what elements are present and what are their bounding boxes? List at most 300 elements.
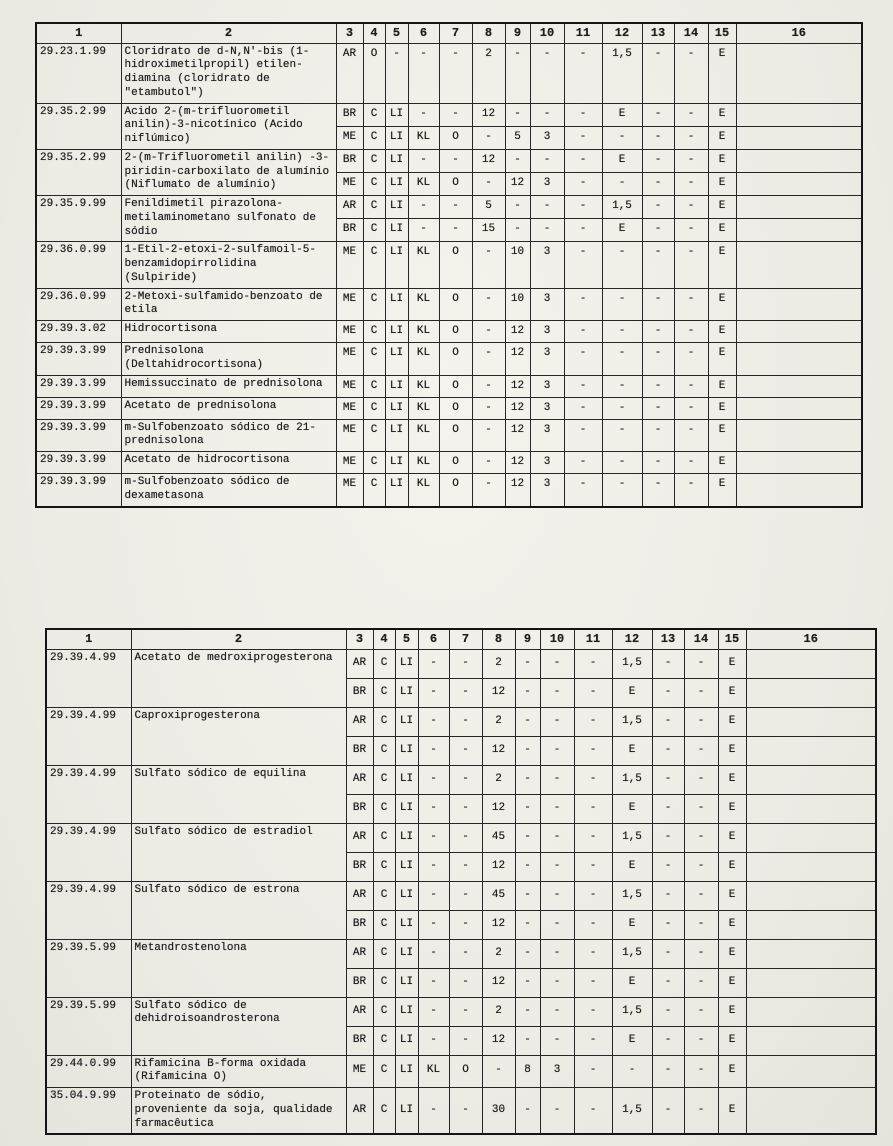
table-row <box>36 452 862 474</box>
value-cell: - <box>674 321 708 343</box>
column-header: 10 <box>540 629 574 649</box>
value-cell: LI <box>385 196 408 219</box>
value-cell: 12 <box>505 474 530 507</box>
value-cell: C <box>373 736 395 765</box>
column-header: 15 <box>708 23 736 43</box>
value-cell: - <box>574 678 612 707</box>
value-cell: E <box>708 126 736 149</box>
column-header: 4 <box>363 23 385 43</box>
code-cell: 29.23.1.99 <box>36 43 121 103</box>
column-header: 9 <box>515 629 540 649</box>
value-cell: ME <box>336 343 363 376</box>
value-cell: ME <box>336 397 363 419</box>
value-cell: LI <box>385 452 408 474</box>
value-cell: C <box>373 1088 395 1135</box>
table-row <box>36 375 862 397</box>
value-cell: LI <box>385 397 408 419</box>
code-cell: 29.39.5.99 <box>46 939 131 997</box>
value-cell: C <box>363 397 385 419</box>
table-row <box>36 43 862 103</box>
value-cell: - <box>472 126 505 149</box>
value-cell: E <box>708 343 736 376</box>
value-cell: - <box>684 1026 718 1055</box>
value-cell: ME <box>336 321 363 343</box>
value-cell: ME <box>336 452 363 474</box>
value-cell: - <box>602 242 642 288</box>
table-row <box>36 343 862 376</box>
value-cell: 12 <box>482 678 515 707</box>
value-cell: KL <box>408 126 439 149</box>
value-cell: C <box>363 375 385 397</box>
column-header: 16 <box>736 23 862 43</box>
value-cell: C <box>373 794 395 823</box>
value-cell: - <box>515 852 540 881</box>
table-row <box>36 242 862 288</box>
value-cell: - <box>674 172 708 195</box>
column-header: 12 <box>612 629 652 649</box>
value-cell: - <box>574 736 612 765</box>
value-cell: 3 <box>530 321 564 343</box>
value-cell: - <box>674 375 708 397</box>
value-cell: 1,5 <box>612 881 652 910</box>
code-cell: 29.39.3.99 <box>36 375 121 397</box>
value-cell: LI <box>395 939 418 968</box>
value-cell: - <box>684 765 718 794</box>
value-cell: - <box>418 794 449 823</box>
value-cell: E <box>612 910 652 939</box>
value-cell: - <box>564 242 602 288</box>
value-cell: O <box>439 375 472 397</box>
value-cell: - <box>408 196 439 219</box>
value-cell: - <box>472 474 505 507</box>
value-cell: 5 <box>472 196 505 219</box>
value-cell: BR <box>336 219 363 242</box>
value-cell: - <box>652 678 684 707</box>
value-cell: - <box>418 736 449 765</box>
value-cell: - <box>540 765 574 794</box>
value-cell: AR <box>346 1088 373 1135</box>
value-cell: - <box>472 172 505 195</box>
value-cell: - <box>564 149 602 172</box>
value-cell: C <box>373 997 395 1026</box>
value-cell: 3 <box>530 397 564 419</box>
value-cell: AR <box>336 196 363 219</box>
value-cell: - <box>574 997 612 1026</box>
value-cell: E <box>708 43 736 103</box>
value-cell: - <box>574 707 612 736</box>
value-cell: BR <box>346 794 373 823</box>
value-cell: E <box>718 765 746 794</box>
value-cell: O <box>363 43 385 103</box>
notes-cell <box>736 288 862 321</box>
value-cell: LI <box>385 149 408 172</box>
value-cell: - <box>449 881 482 910</box>
value-cell: - <box>418 1088 449 1135</box>
value-cell: O <box>439 397 472 419</box>
value-cell: 1,5 <box>602 43 642 103</box>
value-cell: - <box>418 968 449 997</box>
notes-cell <box>736 375 862 397</box>
value-cell: O <box>439 321 472 343</box>
table-row <box>46 823 876 852</box>
value-cell: - <box>472 452 505 474</box>
value-cell: - <box>449 997 482 1026</box>
value-cell: - <box>408 149 439 172</box>
value-cell: KL <box>408 397 439 419</box>
value-cell: ME <box>346 1055 373 1088</box>
value-cell: - <box>652 968 684 997</box>
value-cell: - <box>530 219 564 242</box>
tariff-table-2 <box>45 628 877 1135</box>
notes-cell <box>736 474 862 507</box>
value-cell: - <box>540 736 574 765</box>
value-cell: E <box>718 649 746 678</box>
value-cell: - <box>564 397 602 419</box>
notes-cell <box>746 823 876 852</box>
description-cell: 2-Metoxi-sulfamido-benzoato de etila <box>121 288 336 321</box>
value-cell: 12 <box>505 172 530 195</box>
value-cell: - <box>482 1055 515 1088</box>
value-cell: E <box>718 1055 746 1088</box>
value-cell: 12 <box>482 910 515 939</box>
notes-cell <box>746 939 876 968</box>
value-cell: C <box>363 103 385 126</box>
value-cell: - <box>449 823 482 852</box>
value-cell: - <box>652 997 684 1026</box>
value-cell: - <box>602 452 642 474</box>
value-cell: - <box>530 103 564 126</box>
value-cell: C <box>363 452 385 474</box>
value-cell: E <box>718 1026 746 1055</box>
value-cell: KL <box>408 172 439 195</box>
value-cell: - <box>602 397 642 419</box>
column-header: 6 <box>418 629 449 649</box>
value-cell: - <box>515 1088 540 1135</box>
column-header: 16 <box>746 629 876 649</box>
value-cell: LI <box>385 288 408 321</box>
notes-cell <box>736 321 862 343</box>
value-cell: LI <box>395 910 418 939</box>
value-cell: ME <box>336 375 363 397</box>
value-cell: - <box>684 910 718 939</box>
value-cell: ME <box>336 419 363 452</box>
value-cell: E <box>612 736 652 765</box>
notes-cell <box>746 736 876 765</box>
value-cell: - <box>449 1088 482 1135</box>
value-cell: - <box>602 288 642 321</box>
value-cell: BR <box>346 852 373 881</box>
column-header: 1 <box>36 23 121 43</box>
value-cell: - <box>439 103 472 126</box>
value-cell: - <box>674 397 708 419</box>
value-cell: 12 <box>472 149 505 172</box>
value-cell: O <box>439 172 472 195</box>
value-cell: - <box>449 794 482 823</box>
value-cell: LI <box>395 968 418 997</box>
value-cell: - <box>515 1026 540 1055</box>
value-cell: - <box>612 1055 652 1088</box>
value-cell: - <box>574 881 612 910</box>
notes-cell <box>746 707 876 736</box>
column-header: 9 <box>505 23 530 43</box>
value-cell: E <box>708 242 736 288</box>
value-cell: AR <box>346 765 373 794</box>
value-cell: 3 <box>530 452 564 474</box>
code-cell: 29.36.0.99 <box>36 288 121 321</box>
value-cell: - <box>602 343 642 376</box>
value-cell: BR <box>336 149 363 172</box>
value-cell: - <box>642 288 674 321</box>
table-row <box>36 474 862 507</box>
column-header: 6 <box>408 23 439 43</box>
notes-cell <box>736 242 862 288</box>
value-cell: - <box>602 172 642 195</box>
value-cell: - <box>530 196 564 219</box>
value-cell: AR <box>346 707 373 736</box>
value-cell: - <box>540 852 574 881</box>
value-cell: 3 <box>530 242 564 288</box>
value-cell: C <box>363 172 385 195</box>
description-cell: Acido 2-(m-trifluorometil anilin)-3-nicotínico (Acido niflúmico) <box>121 103 336 149</box>
table-row <box>46 707 876 736</box>
value-cell: - <box>540 910 574 939</box>
value-cell: - <box>515 678 540 707</box>
value-cell: - <box>652 736 684 765</box>
value-cell: KL <box>408 375 439 397</box>
column-header: 3 <box>346 629 373 649</box>
value-cell: AR <box>346 823 373 852</box>
value-cell: C <box>373 939 395 968</box>
value-cell: - <box>574 649 612 678</box>
value-cell: - <box>642 242 674 288</box>
code-cell: 29.39.5.99 <box>46 997 131 1055</box>
value-cell: LI <box>385 126 408 149</box>
value-cell: - <box>472 419 505 452</box>
description-cell: Cloridrato de d-N,N'-bis (1-hidroximetilpropil) etilen-diamina (cloridrato de "etambutol") <box>121 43 336 103</box>
value-cell: 2 <box>482 939 515 968</box>
value-cell: LI <box>385 219 408 242</box>
value-cell: 1,5 <box>612 823 652 852</box>
column-header: 7 <box>449 629 482 649</box>
value-cell: - <box>674 288 708 321</box>
value-cell: - <box>505 196 530 219</box>
value-cell: 3 <box>530 474 564 507</box>
description-cell: Acetato de hidrocortisona <box>121 452 336 474</box>
value-cell: C <box>363 419 385 452</box>
value-cell: 12 <box>482 968 515 997</box>
value-cell: KL <box>408 242 439 288</box>
value-cell: - <box>642 397 674 419</box>
value-cell: - <box>574 1026 612 1055</box>
value-cell: O <box>439 474 472 507</box>
value-cell: - <box>652 939 684 968</box>
value-cell: - <box>674 126 708 149</box>
table-row <box>36 288 862 321</box>
value-cell: - <box>642 126 674 149</box>
value-cell: E <box>708 452 736 474</box>
value-cell: C <box>363 288 385 321</box>
value-cell: - <box>652 649 684 678</box>
value-cell: - <box>408 43 439 103</box>
value-cell: O <box>439 452 472 474</box>
description-cell: Caproxiprogesterona <box>131 707 346 765</box>
value-cell: - <box>574 939 612 968</box>
table-row <box>46 765 876 794</box>
tariff-table-1 <box>35 22 863 508</box>
value-cell: - <box>449 939 482 968</box>
value-cell: - <box>652 794 684 823</box>
value-cell: 12 <box>482 852 515 881</box>
value-cell: - <box>515 910 540 939</box>
value-cell: LI <box>395 1026 418 1055</box>
value-cell: E <box>718 997 746 1026</box>
value-cell: - <box>602 474 642 507</box>
value-cell: E <box>602 219 642 242</box>
value-cell: - <box>540 881 574 910</box>
value-cell: C <box>363 196 385 219</box>
value-cell: - <box>564 321 602 343</box>
value-cell: - <box>642 43 674 103</box>
value-cell: 1,5 <box>612 939 652 968</box>
column-header: 14 <box>674 23 708 43</box>
value-cell: 12 <box>505 375 530 397</box>
value-cell: - <box>418 765 449 794</box>
column-header: 12 <box>602 23 642 43</box>
value-cell: - <box>674 242 708 288</box>
description-cell: m-Sulfobenzoato sódico de 21-prednisolona <box>121 419 336 452</box>
value-cell: C <box>373 823 395 852</box>
code-cell: 29.39.3.99 <box>36 419 121 452</box>
value-cell: - <box>684 997 718 1026</box>
value-cell: E <box>718 678 746 707</box>
value-cell: 3 <box>530 375 564 397</box>
value-cell: - <box>540 939 574 968</box>
value-cell: - <box>418 649 449 678</box>
value-cell: - <box>642 375 674 397</box>
column-header: 2 <box>131 629 346 649</box>
value-cell: - <box>408 219 439 242</box>
value-cell: - <box>684 649 718 678</box>
value-cell: - <box>674 43 708 103</box>
description-cell: Sulfato sódico de dehidroisoandrosterona <box>131 997 346 1055</box>
value-cell: - <box>515 794 540 823</box>
table-row <box>46 649 876 678</box>
value-cell: 2 <box>482 997 515 1026</box>
value-cell: E <box>708 103 736 126</box>
value-cell: ME <box>336 474 363 507</box>
value-cell: - <box>540 1026 574 1055</box>
table-row <box>46 997 876 1026</box>
value-cell: - <box>515 765 540 794</box>
notes-cell <box>746 852 876 881</box>
notes-cell <box>746 997 876 1026</box>
value-cell: C <box>363 149 385 172</box>
value-cell: - <box>418 678 449 707</box>
value-cell: E <box>708 288 736 321</box>
value-cell: - <box>439 196 472 219</box>
code-cell: 29.39.4.99 <box>46 649 131 707</box>
code-cell: 29.39.4.99 <box>46 881 131 939</box>
value-cell: - <box>652 707 684 736</box>
value-cell: 1,5 <box>602 196 642 219</box>
value-cell: - <box>408 103 439 126</box>
column-header: 8 <box>482 629 515 649</box>
code-cell: 29.39.4.99 <box>46 823 131 881</box>
notes-cell <box>746 794 876 823</box>
value-cell: C <box>363 126 385 149</box>
value-cell: - <box>564 43 602 103</box>
value-cell: ME <box>336 126 363 149</box>
value-cell: 2 <box>482 765 515 794</box>
value-cell: BR <box>346 678 373 707</box>
code-cell: 29.35.9.99 <box>36 196 121 242</box>
table-row <box>36 196 862 219</box>
value-cell: 3 <box>540 1055 574 1088</box>
value-cell: E <box>602 103 642 126</box>
value-cell: 45 <box>482 881 515 910</box>
value-cell: E <box>718 939 746 968</box>
value-cell: C <box>373 1026 395 1055</box>
value-cell: - <box>642 103 674 126</box>
description-cell: Sulfato sódico de estradiol <box>131 823 346 881</box>
value-cell: - <box>684 968 718 997</box>
notes-cell <box>746 881 876 910</box>
description-cell: Rifamicina B-forma oxidada (Rifamicina O) <box>131 1055 346 1088</box>
value-cell: C <box>363 343 385 376</box>
value-cell: - <box>472 288 505 321</box>
value-cell: - <box>642 149 674 172</box>
value-cell: - <box>530 149 564 172</box>
value-cell: - <box>574 794 612 823</box>
value-cell: - <box>385 43 408 103</box>
value-cell: - <box>540 678 574 707</box>
value-cell: E <box>708 172 736 195</box>
table-row <box>36 397 862 419</box>
column-header: 15 <box>718 629 746 649</box>
value-cell: 10 <box>505 242 530 288</box>
value-cell: - <box>439 43 472 103</box>
value-cell: - <box>540 707 574 736</box>
value-cell: O <box>439 419 472 452</box>
value-cell: KL <box>408 321 439 343</box>
value-cell: - <box>472 321 505 343</box>
value-cell: - <box>540 968 574 997</box>
value-cell: - <box>684 852 718 881</box>
value-cell: - <box>652 852 684 881</box>
column-header: 13 <box>642 23 674 43</box>
value-cell: - <box>574 910 612 939</box>
value-cell: - <box>674 103 708 126</box>
value-cell: - <box>674 452 708 474</box>
value-cell: E <box>708 219 736 242</box>
value-cell: 2 <box>482 707 515 736</box>
value-cell: - <box>418 823 449 852</box>
value-cell: - <box>602 419 642 452</box>
value-cell: ME <box>336 288 363 321</box>
value-cell: E <box>612 852 652 881</box>
value-cell: LI <box>385 321 408 343</box>
value-cell: - <box>515 997 540 1026</box>
value-cell: 1,5 <box>612 1088 652 1135</box>
value-cell: - <box>564 288 602 321</box>
value-cell: C <box>363 321 385 343</box>
value-cell: - <box>652 881 684 910</box>
value-cell: - <box>540 1088 574 1135</box>
value-cell: C <box>373 649 395 678</box>
value-cell: - <box>652 1088 684 1135</box>
table-row <box>36 103 862 126</box>
value-cell: 12 <box>505 321 530 343</box>
